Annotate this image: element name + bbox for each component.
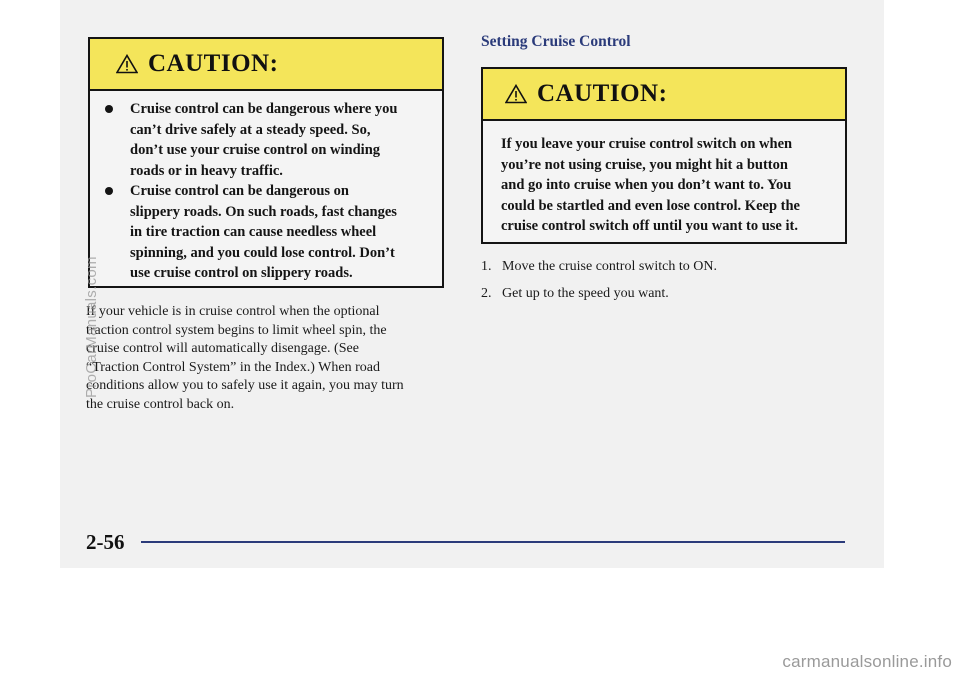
caution-line: Cruise control can be dangerous where you [130,101,398,117]
footer-rule [141,541,845,543]
caution-header [90,39,442,91]
traction-paragraph [86,303,446,414]
caution-body [483,121,845,237]
caution-line: in tire traction can cause needless wheel [130,224,377,240]
caution-bullet [90,99,432,181]
paragraph-line: cruise control will automatically disengage. (See [86,341,359,356]
step-item [481,259,717,275]
bullet-icon [105,187,113,195]
caution-title: CAUTION: [148,50,279,77]
caution-line: slippery roads. On such roads, fast changes [130,203,397,220]
page-number: 2-56 [86,530,125,554]
caution-box-right [481,67,847,244]
caution-bullet [90,181,432,284]
bottom-watermark: carmanualsonline.info [782,652,952,671]
step-text: Get up to the speed you want. [502,286,669,301]
caution-line: can’t drive safely at a steady speed. So, [130,121,371,138]
side-watermark: ProCarManuals.com [83,256,100,398]
step-item [481,286,669,302]
caution-line: spinning, and you could lose control. Don’t [130,244,395,261]
paragraph-line: If your vehicle is in cruise control when the optional [86,304,380,319]
step-text: Move the cruise control switch to ON. [502,259,718,274]
caution-line: could be startled and even lose control. Keep the [501,197,800,214]
caution-title: CAUTION: [537,80,668,107]
step-number: 2. [481,286,492,301]
warning-triangle-icon [116,54,138,74]
warning-triangle-icon [505,84,527,104]
caution-box-left [88,37,444,288]
paragraph-line: “Traction Control System” in the Index.) When road [86,359,380,375]
caution-body [90,91,442,284]
caution-line: roads or in heavy traffic. [130,162,283,179]
caution-bullet-list [90,99,432,284]
paragraph-line: traction control system begins to limit wheel spin, the [86,322,387,338]
caution-line: and go into cruise when you don’t want to. You [501,177,792,193]
caution-line: cruise control switch off until you want to use it. [501,218,798,234]
caution-line: Cruise control can be dangerous on [130,183,349,199]
paragraph-line: conditions allow you to safely use it again, you may turn [86,378,404,393]
paragraph-line: the cruise control back on. [86,396,235,412]
caution-header [483,69,845,121]
caution-line: use cruise control on slippery roads. [130,265,353,281]
caution-line: you’re not using cruise, you might hit a button [501,156,788,173]
caution-line: If you leave your cruise control switch on when [501,136,793,152]
step-number: 1. [481,259,492,274]
caution-line: don’t use your cruise control on winding [130,142,381,158]
bullet-icon [105,105,113,113]
section-title: Setting Cruise Control [481,33,631,50]
